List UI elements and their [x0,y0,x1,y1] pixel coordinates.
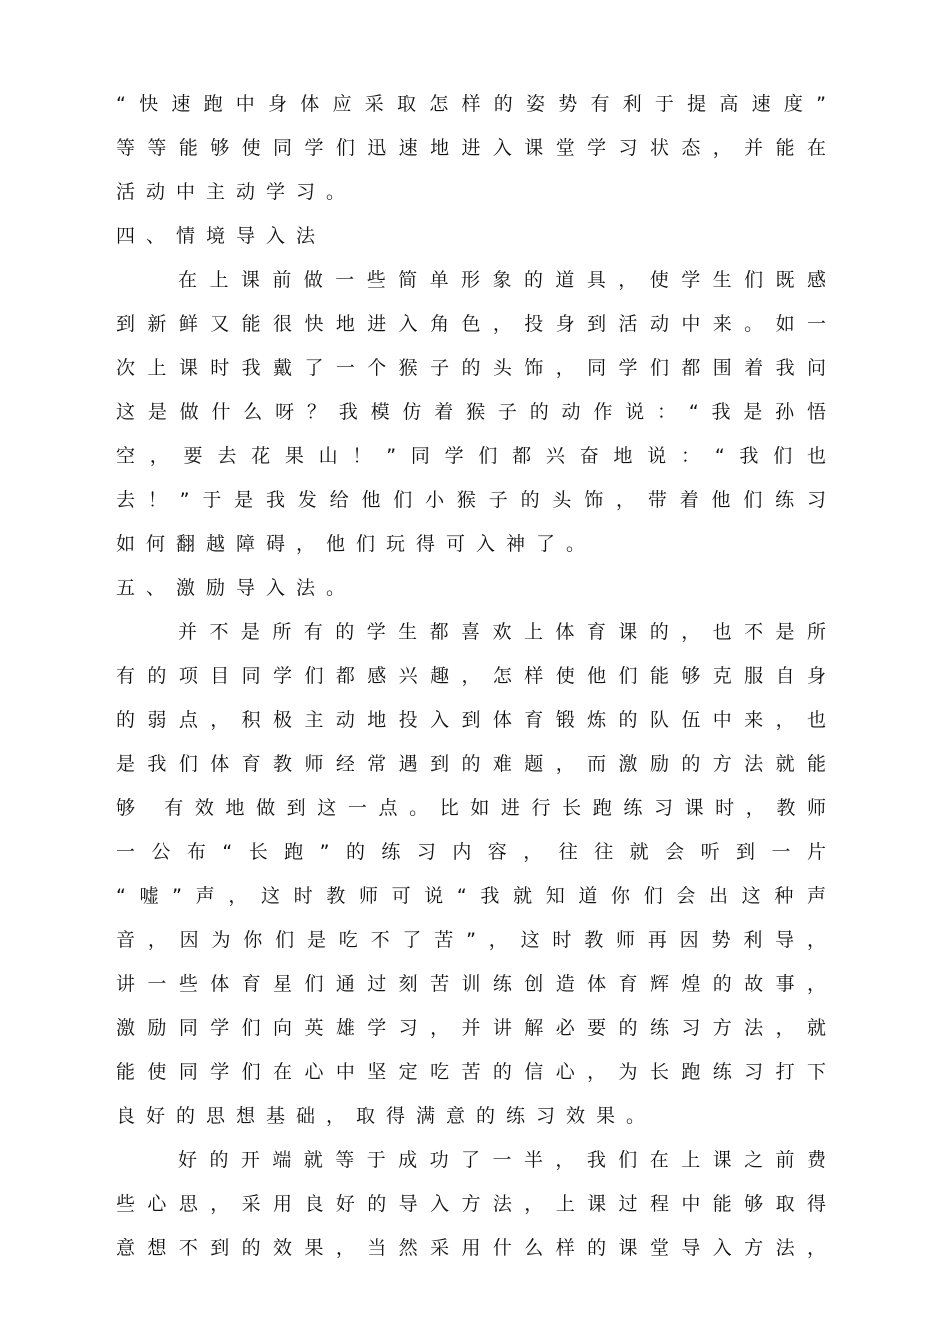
section-heading-5: 五、激励导入法。 [116,577,357,599]
text-line-16: 是我们体育教师经常遇到的难题，而激励的方法就能 [116,753,826,775]
text-line-8: 这是做什么呀？我模仿着猴子的动作说：“我是孙悟 [116,401,826,423]
text-line-23: 能使同学们在心中坚定吃苦的信心，为长跑练习打下 [116,1061,826,1083]
text-line-19: “嘘”声，这时教师可说“我就知道你们会出这种声 [116,885,826,907]
text-line-6: 到新鲜又能很快地进入角色，投身到活动中来。如一 [116,313,826,335]
text-line-11: 如何翻越障碍，他们玩得可入神了。 [116,533,597,555]
text-line-9: 空，要去花果山！”同学们都兴奋地说：“我们也 [116,445,826,467]
text-line-10: 去！”于是我发给他们小猴子的头饰，带着他们练习 [116,489,826,511]
text-line-5: 在上课前做一些简单形象的道具，使学生们既感 [178,269,826,291]
section-heading-4: 四、情境导入法 [116,225,327,247]
document-body [116,82,826,1270]
text-line-24: 良好的思想基础，取得满意的练习效果。 [116,1105,657,1127]
text-line-2: 等等能够使同学们迅速地进入课堂学习状态，并能在 [116,137,826,159]
text-line-17: 够 有效地做到这一点。比如进行长跑练习课时，教师 [116,797,826,819]
text-line-26: 些心思，采用良好的导入方法，上课过程中能够取得 [116,1193,826,1215]
text-line-1: “快速跑中身体应采取怎样的姿势有利于提高速度” [116,93,826,115]
text-line-14: 有的项目同学们都感兴趣，怎样使他们能够克服自身 [116,665,826,687]
text-line-13: 并不是所有的学生都喜欢上体育课的，也不是所 [178,621,826,643]
text-line-18: 一公布“长跑”的练习内容，往往就会听到一片 [116,841,826,863]
text-line-21: 讲一些体育星们通过刻苦训练创造体育辉煌的故事， [116,973,826,995]
text-line-20: 音，因为你们是吃不了苦”，这时教师再因势利导， [116,929,826,951]
text-line-15: 的弱点，积极主动地投入到体育锻炼的队伍中来，也 [116,709,826,731]
text-line-3: 活动中主动学习。 [116,181,357,203]
text-line-25: 好的开端就等于成功了一半，我们在上课之前费 [178,1149,826,1171]
text-line-27: 意想不到的效果，当然采用什么样的课堂导入方法， [116,1237,826,1259]
text-line-7: 次上课时我戴了一个猴子的头饰，同学们都围着我问 [116,357,826,379]
text-line-22: 激励同学们向英雄学习，并讲解必要的练习方法，就 [116,1017,826,1039]
